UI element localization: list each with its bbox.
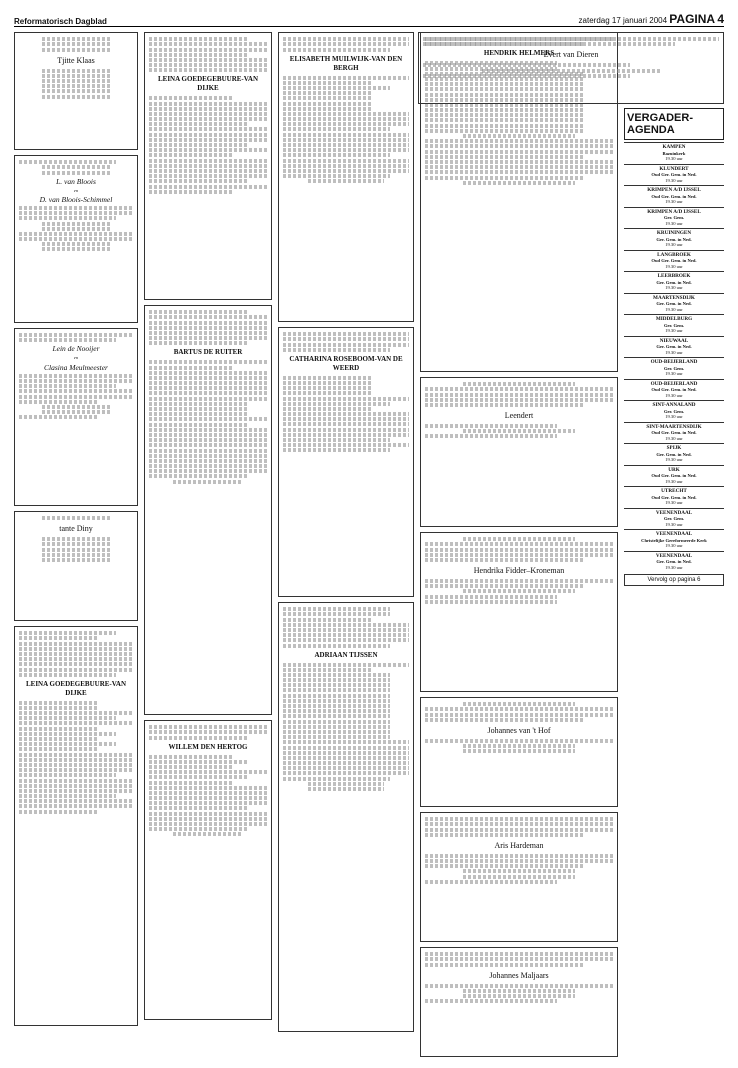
agenda-time: 19.30 uur	[665, 242, 683, 247]
agenda-church: Ger. Gem. in Ned.	[656, 451, 692, 457]
agenda-title: VERGADER-AGENDA	[627, 112, 694, 136]
notice-death	[144, 32, 272, 300]
notice-anniversary	[14, 328, 138, 506]
agenda-place: SPIJK	[666, 445, 682, 451]
agenda-church: Oud Ger. Gem. in Ned.	[651, 494, 697, 500]
agenda-item	[624, 379, 724, 401]
notice-name: LEINA GOEDEGEBUURE-VAN DIJKE	[25, 679, 127, 697]
notice-name: Tjitte Klaas	[57, 55, 95, 65]
agenda-place: SINT-ANNALAND	[652, 402, 696, 408]
agenda-item	[624, 207, 724, 229]
column-5	[543, 32, 724, 586]
agenda-church: Ger. Gem. in Ned.	[656, 344, 692, 349]
agenda-place: LEERBROEK	[657, 273, 691, 279]
notice-death	[278, 602, 414, 1032]
agenda-place: KRIMPEN A/D IJSSEL	[647, 208, 701, 215]
notice-death	[14, 626, 138, 1026]
agenda-church: Oud Ger. Gem. in Ned.	[651, 258, 697, 263]
notice-death	[144, 305, 272, 715]
agenda-church: Ger. Gem.	[663, 365, 685, 371]
notice-thanks	[420, 377, 618, 527]
agenda-item	[624, 164, 724, 186]
agenda-church: Oud Ger. Gem. in Ned.	[651, 473, 697, 478]
notice-name: Johannes Maljaars	[489, 970, 549, 980]
notice-anniversary	[14, 155, 138, 323]
agenda-time: 19.30 uur	[665, 306, 683, 312]
agenda-place: VEENENDAAL	[655, 509, 693, 516]
agenda-item	[624, 228, 724, 250]
notice-name: Leendert	[504, 410, 534, 420]
agenda-place: KRUININGEN	[656, 230, 692, 236]
agenda-time: 19.30 uur	[665, 199, 683, 204]
page-number: 4	[717, 12, 724, 26]
agenda-item	[624, 250, 724, 272]
column-4	[420, 32, 618, 1062]
agenda-item	[624, 314, 724, 336]
agenda-time: 19.30 uur	[665, 521, 683, 527]
agenda-church: Ger. Gem. in Ned.	[656, 236, 692, 242]
agenda-place: MAARTENSDIJK	[653, 294, 695, 301]
notice-thanks	[420, 812, 618, 942]
agenda-list	[624, 142, 724, 572]
column-3	[278, 32, 414, 1037]
masthead	[14, 8, 724, 27]
notice-birth	[14, 32, 138, 150]
agenda-time: 19.30 uur	[665, 349, 683, 355]
agenda-place: SINT-MAARTENSDIJK	[646, 423, 702, 430]
agenda-church: Bazuinkerk	[662, 150, 686, 156]
agenda-item	[624, 271, 724, 293]
agenda-place: OUD-BEIJERLAND	[650, 359, 698, 365]
agenda-church: Ger. Gem.	[663, 215, 685, 220]
agenda-church: Christelijke Gereformeerde Kerk	[641, 537, 707, 543]
notice-name: CATHARINA ROSEBOOM-VAN DE WEERD	[289, 354, 403, 372]
agenda-item	[624, 529, 724, 551]
agenda-time: 19.30 uur	[665, 371, 683, 376]
agenda-church: Ger. Gem. in Ned.	[656, 559, 692, 564]
agenda-church: Ger. Gem.	[663, 408, 685, 414]
agenda-item	[624, 465, 724, 487]
notice-death	[278, 327, 414, 597]
notice-name: HENDRIK HELMERS	[483, 49, 555, 58]
notice-name: BARTUS DE RUITER	[173, 348, 243, 357]
agenda-time: 19.30 uur	[665, 263, 683, 269]
agenda-time: 19.30 uur	[665, 220, 683, 226]
notice-name: LEINA GOEDEGEBUURE-VAN DIJKE	[157, 75, 259, 93]
notice-thanks	[420, 697, 618, 807]
agenda-time: 19.30 uur	[665, 156, 683, 161]
agenda-place: KAMPEN	[662, 144, 686, 150]
notice-death	[144, 720, 272, 1020]
notice-name: Hendrika Fidder–Kroneman	[473, 565, 565, 575]
notice-name: Lein de Nooijer	[52, 344, 100, 354]
agenda-place: MIDDELBURG	[655, 316, 693, 322]
notice-name: ADRIAAN TIJSSEN	[314, 650, 378, 659]
notice-birthday	[14, 511, 138, 621]
agenda-item	[624, 508, 724, 530]
agenda-time: 19.30 uur	[665, 285, 683, 290]
agenda-time: 19.30 uur	[665, 564, 683, 570]
agenda-place: KRIMPEN A/D IJSSEL	[647, 187, 701, 193]
column-1	[14, 32, 138, 1031]
agenda-time: 19.30 uur	[665, 435, 683, 441]
agenda-item	[624, 142, 724, 164]
agenda-time: 19.30 uur	[665, 543, 683, 548]
notice-thanks	[420, 532, 618, 692]
agenda-item	[624, 185, 724, 207]
agenda-item	[624, 486, 724, 508]
agenda-church: Ger. Gem. in Ned.	[656, 301, 692, 306]
agenda-place: UTRECHT	[661, 488, 687, 494]
paper-name: Reformatorisch Dagblad	[14, 17, 107, 26]
agenda-item	[624, 551, 724, 573]
agenda-church: Ger. Gem.	[663, 516, 685, 521]
agenda-place: LANGBROEK	[657, 251, 691, 258]
date-text: zaterdag 17 januari 2004	[578, 16, 668, 25]
agenda-item	[624, 443, 724, 465]
notice-and: en	[73, 187, 79, 193]
notice-name: Johannes van 't Hof	[487, 725, 551, 735]
agenda-time: 19.30 uur	[665, 478, 683, 484]
notice-thanks	[420, 947, 618, 1057]
agenda-church: Oud Ger. Gem. in Ned.	[651, 430, 697, 435]
agenda-church: Oud Ger. Gem. in Ned.	[651, 387, 697, 392]
agenda-header	[624, 108, 724, 140]
agenda-time: 19.30 uur	[665, 328, 683, 333]
notice-name: Clasina Meulmeester	[44, 362, 108, 372]
agenda-item	[624, 336, 724, 358]
notice-thanks	[418, 32, 724, 104]
notice-name: WILLEM DEN HERTOG	[168, 742, 248, 751]
notice-death	[278, 32, 414, 322]
agenda-item	[624, 293, 724, 315]
notice-name: Aris Hardeman	[494, 840, 544, 850]
notice-and: en	[73, 355, 79, 361]
agenda-place: OUD-BEIJERLAND	[650, 380, 698, 387]
notice-name: L. van Bloois	[56, 176, 96, 186]
agenda-church: Oud Ger. Gem. in Ned.	[651, 193, 697, 199]
agenda-place: VEENENDAAL	[655, 552, 693, 559]
notice-name: D. van Bloois-Schimmel	[39, 194, 113, 204]
agenda-church: Ger. Gem. in Ned.	[656, 279, 692, 285]
notice-name: Evert van Dieren	[543, 50, 599, 60]
agenda-item	[624, 357, 724, 379]
agenda-time: 19.30 uur	[665, 457, 683, 462]
agenda-item	[624, 422, 724, 444]
agenda-place: NIEUWAAL	[659, 337, 689, 344]
agenda-time: 19.30 uur	[665, 500, 683, 505]
agenda-church: Ger. Gem.	[663, 322, 685, 328]
agenda-place: VEENENDAAL	[655, 531, 693, 537]
agenda-place: URK	[668, 466, 680, 473]
notice-name: tante Diny	[59, 524, 93, 534]
notice-name: ELISABETH MUILWIJK-VAN DEN BERGH	[289, 54, 403, 72]
page-date	[579, 12, 724, 26]
agenda-item	[624, 400, 724, 422]
agenda-time: 19.30 uur	[665, 414, 683, 419]
page-label: PAGINA	[669, 12, 716, 26]
agenda-time: 19.30 uur	[665, 177, 683, 183]
continued-notice: Vervolg op pagina 6	[624, 574, 724, 586]
agenda-place: KLUNDERT	[659, 165, 689, 172]
agenda-church: Oud Ger. Gem. in Ned.	[651, 172, 697, 177]
column-2	[144, 32, 272, 1025]
agenda-time: 19.30 uur	[665, 392, 683, 398]
